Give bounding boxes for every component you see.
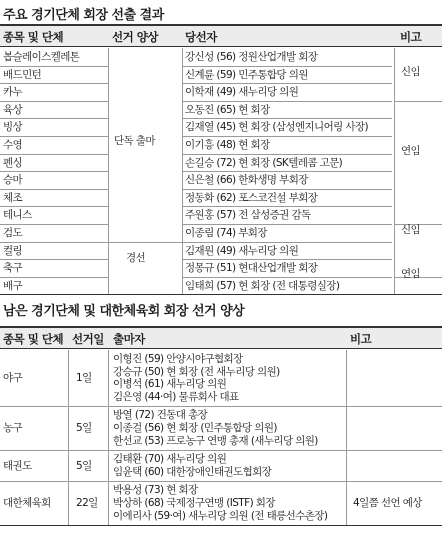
- table1-row-divider: [0, 154, 108, 155]
- table1-sport-cell: 빙상: [3, 121, 23, 134]
- table2-date-cell: 22일: [76, 497, 98, 510]
- table2-column-divider: [346, 350, 347, 525]
- table1-elected-cell: 김재열 (45) 현 회장 (삼성엔지니어링 사장): [185, 121, 368, 134]
- table1-row-divider: [182, 277, 392, 278]
- table1-row-divider: [182, 83, 392, 84]
- table1-row-divider: [0, 171, 108, 172]
- table1-column-divider: [394, 48, 395, 294]
- table1-row-divider: [0, 101, 108, 102]
- table1-row-divider: [182, 101, 392, 102]
- table2-candidate: 박용성 (73) 현 회장: [113, 484, 198, 497]
- table1-sport-cell: 수영: [3, 139, 23, 151]
- table1-elected-cell: 정몽규 (51) 현대산업개발 회장: [185, 262, 318, 275]
- table2-candidate: 한선교 (53) 프로농구 연맹 총재 (새누리당 의원): [113, 434, 318, 447]
- table1-note-consec-1: 연임: [401, 145, 421, 157]
- table1-row-divider: [0, 83, 108, 84]
- table2-candidate: 이에리사 (59·여) 새누리당 의원 (전 태릉선수촌장): [113, 509, 328, 522]
- table2-sport-cell: 농구: [3, 422, 23, 435]
- table1-row-divider: [182, 171, 392, 172]
- table2-header-date: 선거일: [72, 332, 104, 346]
- table2-candidate: 임윤택 (60) 대한장애인태권도협회장: [113, 465, 272, 478]
- table2-candidate: 이종걸 (56) 현 회장 (민주통합당 의원): [113, 422, 277, 434]
- table1-note-consec-2: 연임: [401, 268, 421, 280]
- table1-note-new-2: 신임: [401, 224, 421, 236]
- table1-row-divider: [182, 206, 392, 207]
- table1-title: 주요 경기단체 회장 선출 결과: [3, 8, 164, 23]
- table1-sport-cell: 검도: [3, 227, 23, 239]
- table1-sport-cell: 배드민턴: [3, 68, 42, 81]
- table1-row-divider: [182, 242, 392, 243]
- table1-row-divider: [182, 118, 392, 119]
- table1-row-divider: [182, 189, 392, 190]
- table1-row-divider: [182, 259, 392, 260]
- table2-top-rule: [0, 326, 442, 328]
- table1-row-divider: [0, 277, 108, 278]
- table1-header-rule: [0, 46, 442, 47]
- table2-candidate: 박상하 (68) 국제정구연맹 (ISTF) 회장: [113, 497, 275, 509]
- table1-header-note: 비고: [400, 30, 422, 44]
- table1-sport-cell: 배구: [3, 279, 23, 292]
- table2-header-candidates: 출마자: [113, 332, 145, 346]
- table2-date-cell: 1일: [76, 372, 92, 385]
- table1-elected-cell: 이학재 (49) 새누리당 의원: [185, 86, 299, 99]
- table2-sport-cell: 대한체육회: [3, 497, 51, 510]
- table2-row-divider: [0, 406, 442, 407]
- table1-elected-cell: 이기흥 (48) 현 회장: [185, 139, 270, 151]
- table1-row-divider: [0, 224, 108, 225]
- table1-sport-cell: 테니스: [3, 209, 32, 222]
- table2-note-cell: 4일쯤 선언 예상: [353, 497, 422, 510]
- table1-row-divider: [0, 118, 108, 119]
- table2-column-divider: [68, 350, 69, 525]
- table2-candidate: 김은영 (44·여) 물류회사 대표: [113, 390, 239, 403]
- table1-method-divider: [108, 242, 182, 243]
- table1-row-divider: [182, 66, 392, 67]
- table2-candidate: 김태환 (70) 새누리당 의원: [113, 453, 227, 466]
- table1-row-divider: [182, 136, 392, 137]
- table2-column-divider: [108, 350, 109, 525]
- table1-header-method: 선거 양상: [112, 30, 158, 44]
- table2-candidate: 이병석 (61) 새누리당 의원: [113, 378, 227, 391]
- table1-elected-cell: 신은철 (66) 한화생명 부회장: [185, 174, 308, 187]
- table1-sport-cell: 축구: [3, 262, 23, 275]
- table1-row-divider: [182, 154, 392, 155]
- table2-candidate: 방열 (72) 건동대 총장: [113, 409, 208, 422]
- table2-header-note: 비고: [350, 332, 372, 346]
- table2-sport-cell: 태권도: [3, 459, 32, 472]
- table2-date-cell: 5일: [76, 422, 92, 435]
- table2-date-cell: 5일: [76, 459, 92, 472]
- table1-sport-cell: 승마: [3, 174, 23, 187]
- table1-row-divider: [0, 242, 108, 243]
- table1-elected-cell: 김재원 (49) 새누리당 의원: [185, 244, 299, 257]
- table1-note-new-1: 신임: [401, 66, 421, 78]
- table1-elected-cell: 임태희 (57) 현 회장 (전 대통령실장): [185, 279, 340, 292]
- table1-sport-cell: 컬링: [3, 244, 23, 257]
- table1-sport-cell: 육상: [3, 103, 23, 116]
- table1-elected-cell: 손길승 (72) 현 회장 (SK텔레콤 고문): [185, 156, 343, 169]
- table1-elected-cell: 강신성 (56) 정원산업개발 회장: [185, 51, 318, 63]
- table1-header-row: [0, 24, 442, 46]
- table1-header-sport: 종목 및 단체: [3, 30, 64, 44]
- table1-elected-cell: 정동화 (62) 포스코건설 부회장: [185, 191, 318, 204]
- table1-row-divider: [182, 224, 392, 225]
- table1-sport-cell: 봅슬레이스켈레톤: [3, 51, 80, 63]
- table1-column-divider: [108, 48, 109, 294]
- table1-sport-cell: 카누: [3, 86, 23, 99]
- table1-elected-cell: 신계륜 (59) 민주통합당 의원: [185, 68, 308, 81]
- table2-sport-cell: 야구: [3, 372, 23, 385]
- table2-row-divider: [0, 481, 442, 482]
- table1-elected-cell: 주원홍 (57) 전 삼성증권 감독: [185, 209, 311, 222]
- table1-row-divider: [0, 66, 108, 67]
- table1-row-divider: [0, 206, 108, 207]
- table1-header-elected: 당선자: [185, 30, 217, 44]
- table2-header-rule: [0, 348, 442, 349]
- table1-sport-cell: 체조: [3, 191, 23, 204]
- table2-candidate: 이형진 (59) 안양시야구협회장: [113, 353, 243, 365]
- table2-header-row: [0, 326, 442, 348]
- table1-row-divider: [0, 259, 108, 260]
- table1-note-divider: [394, 101, 442, 102]
- table1-row-divider: [0, 189, 108, 190]
- table1-elected-cell: 오동진 (65) 현 회장: [185, 103, 270, 116]
- table1-method-single: 단독 출마: [114, 135, 155, 147]
- table2-header-sport: 종목 및 단체: [3, 332, 64, 346]
- table1-elected-cell: 이종림 (74) 부회장: [185, 227, 267, 239]
- table1-bottom-rule: [0, 294, 442, 295]
- table2-bottom-rule: [0, 525, 442, 526]
- table1-method-contest: 경선: [126, 252, 146, 264]
- table1-sport-cell: 펜싱: [3, 156, 23, 169]
- table2-candidate: 강승규 (50) 현 회장 (전 새누리당 의원): [113, 365, 280, 378]
- table2-title: 남은 경기단체 및 대한체육회 회장 선거 양상: [3, 304, 245, 319]
- table1-top-rule: [0, 24, 442, 26]
- table1-row-divider: [0, 136, 108, 137]
- table1-column-divider: [182, 48, 183, 294]
- table2-row-divider: [0, 450, 442, 451]
